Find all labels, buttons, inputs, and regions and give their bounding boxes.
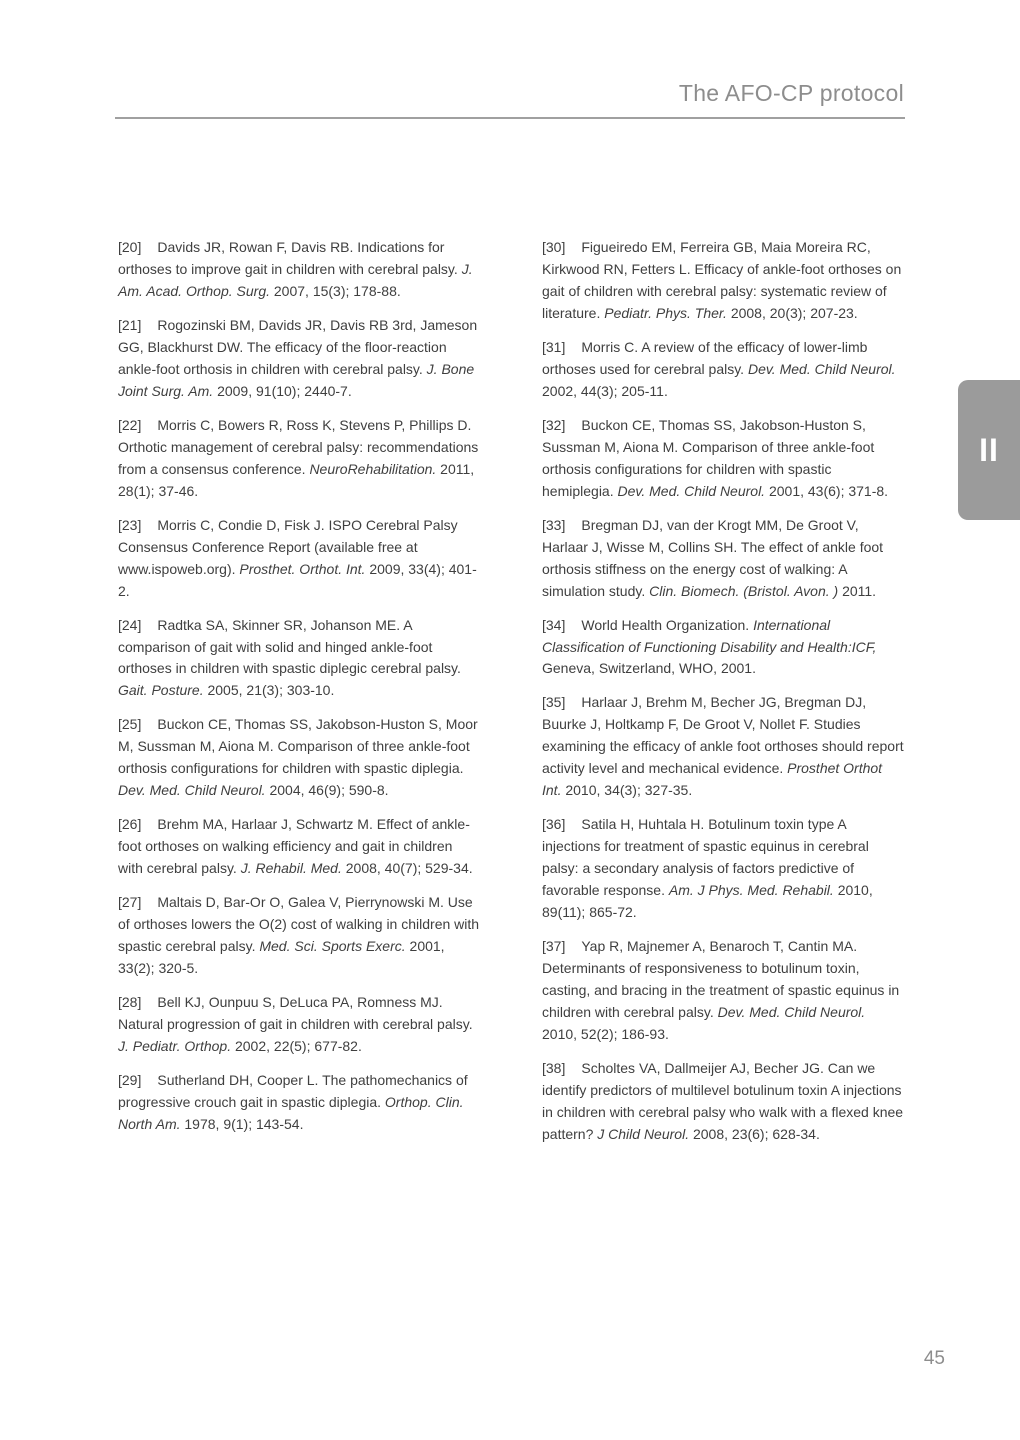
- reference-text: Maltais D, Bar-Or O, Galea V, Pierrynowski M. Use of orthoses lowers the O(2) cost of walking in children with spastic cerebral palsy.: [118, 894, 480, 955]
- reference-text: 2002, 22(5); 677-82.: [231, 1038, 362, 1054]
- reference-text: Morris C. A review of the efficacy of lower-limb orthoses used for cerebral palsy.: [542, 338, 868, 377]
- reference-text: Rogozinski BM, Davids JR, Davis RB 3rd, Jameson GG, Blackhurst DW. The efficacy of the floor-reaction ankle-foot orthosis in children with cerebral palsy.: [118, 316, 478, 377]
- reference-text: Radtka SA, Skinner SR, Johanson ME. A comparison of gait with solid and hinged ankle-foot orthoses in children with spastic diplegic cerebral palsy.: [118, 616, 461, 677]
- reference-text: 2002, 44(3); 205-11.: [542, 382, 668, 399]
- reference-item: [542, 615, 904, 681]
- reference-text: 2008, 40(7); 529-34.: [341, 860, 473, 877]
- reference-item: [118, 615, 480, 703]
- reference-number: [33]: [542, 516, 566, 533]
- reference-number: [37]: [542, 938, 566, 955]
- reference-item: [542, 814, 904, 924]
- reference-item: [118, 315, 480, 403]
- reference-item: [118, 814, 480, 880]
- reference-number: [34]: [542, 616, 566, 633]
- reference-journal: International Classification of Functioning Disability and Health:ICF,: [542, 616, 877, 655]
- reference-text: Morris C, Condie D, Fisk J. ISPO Cerebral Palsy Consensus Conference Report (available free at www.ispoweb.org).: [118, 516, 458, 577]
- reference-text: 2009, 33(4); 401-2.: [118, 560, 477, 599]
- reference-number: [22]: [118, 416, 142, 433]
- reference-text: 2005, 21(3); 303-10.: [203, 682, 335, 699]
- reference-journal: Clin. Biomech. (Bristol. Avon. ): [649, 582, 839, 599]
- reference-journal: Dev. Med. Child Neurol.: [747, 360, 896, 377]
- reference-text: Geneva, Switzerland, WHO, 2001.: [542, 660, 756, 677]
- page-number: 45: [923, 1348, 945, 1369]
- reference-number: [38]: [542, 1059, 566, 1076]
- reference-number: [25]: [118, 716, 142, 733]
- reference-journal: NeuroRehabilitation.: [309, 460, 437, 477]
- reference-item: [542, 936, 904, 1046]
- reference-text: Figueiredo EM, Ferreira GB, Maia Moreira RC, Kirkwood RN, Fetters L. Efficacy of ankle-foot orthoses on gait of children with cerebral palsy: systematic review of literature.: [542, 239, 902, 321]
- reference-number: [36]: [542, 816, 566, 833]
- reference-number: [28]: [118, 994, 142, 1011]
- reference-number: [29]: [118, 1071, 142, 1088]
- reference-journal: Gait. Posture.: [118, 682, 204, 699]
- reference-journal: J. Bone Joint Surg. Am.: [118, 360, 475, 399]
- reference-text: Buckon CE, Thomas SS, Jakobson-Huston S, Moor M, Sussman M, Aiona M. Comparison of three ankle-foot orthosis configurations for children with spastic diplegia.: [118, 716, 478, 777]
- reference-item: [542, 415, 904, 503]
- reference-text: 2011.: [838, 582, 877, 599]
- reference-text: Davids JR, Rowan F, Davis RB. Indications for orthoses to improve gait in children with cerebral palsy.: [118, 239, 462, 277]
- reference-journal: Dev. Med. Child Neurol.: [118, 782, 266, 799]
- reference-item: [118, 892, 480, 980]
- reference-journal: Pediatr. Phys. Ther.: [604, 304, 727, 321]
- reference-number: [30]: [542, 239, 566, 255]
- header-rule: [115, 117, 905, 119]
- reference-item: [118, 515, 480, 603]
- reference-item: [118, 237, 480, 303]
- reference-journal: Med. Sci. Sports Exerc.: [259, 938, 406, 955]
- reference-text: 1978, 9(1); 143-54.: [180, 1115, 304, 1132]
- reference-number: [27]: [118, 894, 142, 911]
- reference-item: [542, 1058, 904, 1146]
- reference-text: Yap R, Majnemer A, Benaroch T, Cantin MA. Determinants of responsiveness to botulinum toxin, casting, and bracing in the treatment of spastic equinus in children with cerebral palsy.: [542, 938, 900, 1021]
- reference-journal: Am. J Phys. Med. Rehabil.: [668, 882, 834, 899]
- chapter-tab: [958, 380, 1020, 520]
- reference-number: [31]: [542, 338, 566, 355]
- reference-journal: Dev. Med. Child Neurol.: [717, 1004, 866, 1021]
- reference-text: 2008, 20(3); 207-23.: [726, 304, 858, 321]
- reference-text: Harlaar J, Brehm M, Becher JG, Bregman DJ, Buurke J, Holtkamp F, De Groot V, Nollet F. Studies examining the efficacy of ankle foot orthoses should report activity level and mechanical evidence.: [542, 694, 904, 777]
- reference-number: [26]: [118, 816, 142, 833]
- reference-text: 2010, 52(2); 186-93.: [542, 1026, 669, 1042]
- reference-text: 2004, 46(9); 590-8.: [265, 782, 389, 799]
- reference-text: 2010, 89(11); 865-72.: [542, 882, 873, 921]
- reference-item: [118, 1070, 480, 1136]
- reference-text: Sutherland DH, Cooper L. The pathomechanics of progressive crouch gait in spastic diplegia.: [118, 1071, 468, 1110]
- reference-item: [542, 515, 904, 603]
- reference-journal: Prosthet Orthot Int.: [542, 760, 883, 799]
- reference-text: 2009, 91(10); 2440-7.: [213, 382, 352, 399]
- reference-text: Morris C, Bowers R, Ross K, Stevens P, Phillips D. Orthotic management of cerebral palsy: recommendations from a consensus conference.: [118, 416, 479, 477]
- reference-journal: Prosthet. Orthot. Int.: [239, 560, 366, 577]
- reference-text: Brehm MA, Harlaar J, Schwartz M. Effect of ankle-foot orthoses on walking efficiency and gait in children with cerebral palsy.: [118, 816, 470, 877]
- reference-text: Satila H, Huhtala H. Botulinum toxin type A injections for treatment of spastic equinus in cerebral palsy: a secondary analysis of factors predictive of favorable response.: [542, 816, 869, 899]
- reference-number: [35]: [542, 694, 566, 711]
- reference-journal: J. Rehabil. Med.: [240, 860, 342, 877]
- reference-text: 2001, 33(2); 320-5.: [118, 938, 445, 977]
- references-columns: [118, 237, 904, 1158]
- reference-number: [21]: [118, 316, 142, 333]
- reference-journal: J Child Neurol.: [597, 1125, 690, 1142]
- reference-item: [118, 714, 480, 802]
- page-title: The AFO-CP protocol: [678, 80, 904, 106]
- reference-number: [20]: [118, 239, 142, 255]
- reference-item: [118, 992, 480, 1058]
- reference-text: 2010, 34(3); 327-35.: [561, 782, 693, 799]
- references-column-right: [542, 237, 904, 1158]
- reference-text: Bell KJ, Ounpuu S, DeLuca PA, Romness MJ. Natural progression of gait in children with cerebral palsy.: [118, 994, 473, 1033]
- reference-text: 2001, 43(6); 371-8.: [765, 482, 889, 499]
- reference-text: Scholtes VA, Dallmeijer AJ, Becher JG. Can we identify predictors of multilevel botulinum toxin A injections in children with cerebral palsy who walk with a flexed knee pattern?: [542, 1059, 904, 1142]
- reference-item: [542, 337, 904, 403]
- reference-journal: J. Am. Acad. Orthop. Surg.: [118, 260, 473, 299]
- reference-text: 2008, 23(6); 628-34.: [689, 1125, 820, 1142]
- reference-number: [32]: [542, 416, 566, 433]
- reference-text: World Health Organization.: [581, 616, 754, 633]
- reference-journal: Orthop. Clin. North Am.: [118, 1093, 464, 1132]
- reference-journal: J. Pediatr. Orthop.: [118, 1038, 232, 1054]
- reference-item: [542, 237, 904, 325]
- references-column-left: [118, 237, 480, 1158]
- reference-text: 2011, 28(1); 37-46.: [118, 460, 475, 499]
- chapter-tab-label: II: [979, 431, 999, 468]
- reference-text: Bregman DJ, van der Krogt MM, De Groot V, Harlaar J, Wisse M, Collins SH. The effect of ankle foot orthosis stiffness on the energy cost of walking: A simulation study.: [542, 516, 884, 599]
- reference-journal: Dev. Med. Child Neurol.: [617, 482, 766, 499]
- reference-item: [118, 415, 480, 503]
- reference-item: [542, 692, 904, 802]
- reference-number: [23]: [118, 516, 142, 533]
- reference-text: Buckon CE, Thomas SS, Jakobson-Huston S, Sussman M, Aiona M. Comparison of three ankle-foot orthosis configurations for children with spastic hemiplegia.: [542, 416, 875, 499]
- reference-text: 2007, 15(3); 178-88.: [270, 282, 401, 299]
- reference-number: [24]: [118, 616, 142, 633]
